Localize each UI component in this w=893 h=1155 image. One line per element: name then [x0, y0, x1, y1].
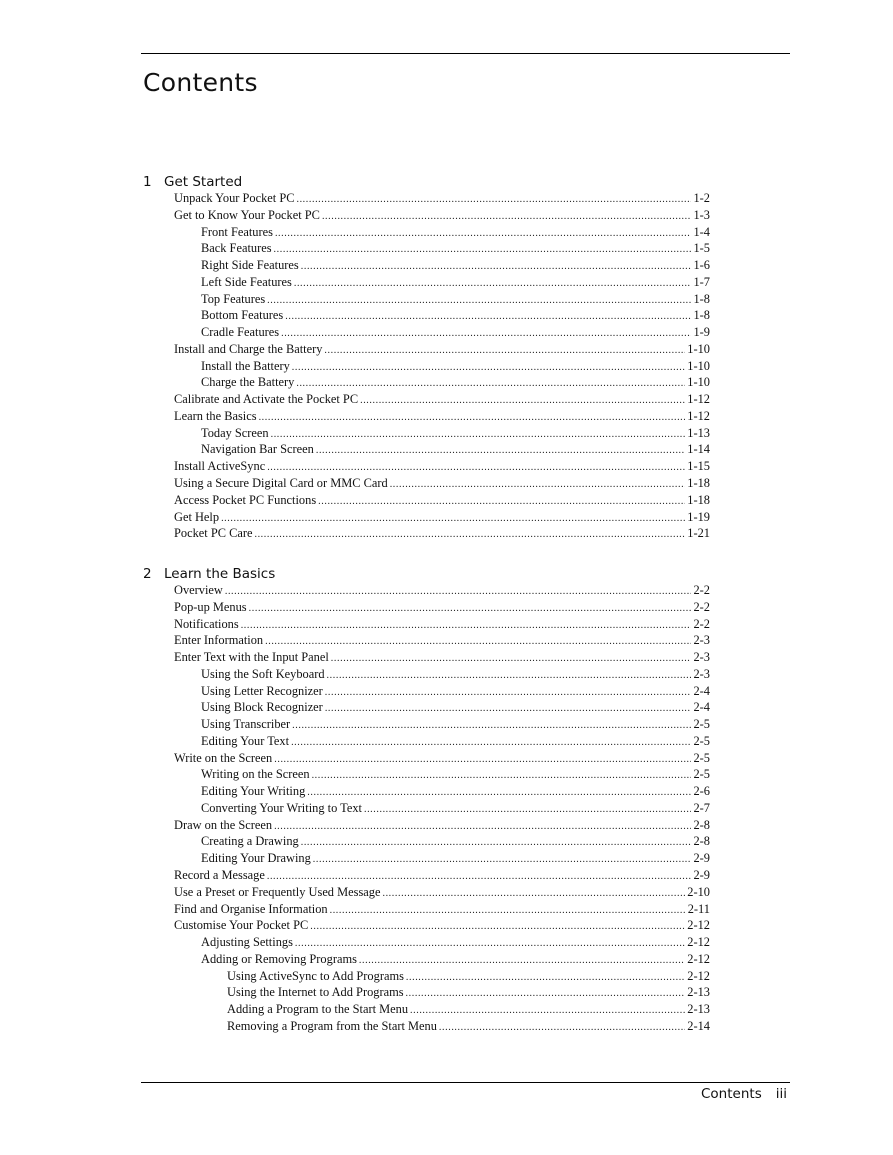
toc-entry-row — [201, 734, 710, 749]
toc-entry[interactable] — [0, 633, 893, 650]
toc-entry[interactable] — [0, 734, 893, 751]
toc-entry-label: Pocket PC Care — [174, 526, 253, 541]
toc-entry-row — [174, 885, 710, 900]
toc-entry-label: Bottom Features — [201, 308, 284, 323]
dot-leader — [331, 653, 692, 664]
toc-entry-label: Editing Your Text — [201, 733, 290, 748]
toc-entry-row — [174, 493, 710, 508]
toc-entry[interactable] — [0, 717, 893, 734]
toc-entry-label: Adjusting Settings — [201, 935, 293, 950]
bottom-rule — [141, 1082, 790, 1083]
toc-entry[interactable] — [0, 885, 893, 902]
toc-entry-page: 2-13 — [687, 1002, 710, 1017]
dot-leader — [259, 412, 686, 423]
toc-entry-row — [201, 717, 710, 732]
toc-entry-label: Using ActiveSync to Add Programs — [227, 968, 404, 983]
toc-entry-label: Top Features — [201, 291, 266, 306]
toc-entry-page: 1-3 — [693, 207, 710, 222]
dot-leader — [249, 603, 692, 614]
toc-entry-page: 1-5 — [693, 241, 710, 256]
dot-leader — [274, 244, 692, 255]
toc-entry-label: Today Screen — [201, 425, 269, 440]
footer-label: Contents — [701, 1086, 762, 1102]
toc-entry-label: Record a Message — [174, 868, 265, 883]
toc-entry[interactable] — [0, 208, 893, 225]
toc-entry[interactable] — [0, 684, 893, 701]
section-title: Get Started — [164, 174, 243, 190]
toc-entry-row — [174, 208, 710, 223]
toc-entry-label: Back Features — [201, 241, 272, 256]
dot-leader — [324, 345, 685, 356]
dot-leader — [291, 737, 691, 748]
toc-entry-row — [201, 767, 710, 782]
toc-entry-label: Unpack Your Pocket PC — [174, 191, 295, 205]
toc-entry[interactable] — [0, 818, 893, 835]
dot-leader — [267, 295, 691, 306]
toc-entry-label: Adding a Program to the Start Menu — [227, 1002, 409, 1017]
toc-entry[interactable] — [0, 801, 893, 818]
toc-entry-row — [201, 241, 710, 256]
toc-entry-row — [227, 969, 710, 984]
dot-leader — [318, 496, 685, 507]
section-heading — [143, 174, 242, 190]
toc-entry-page: 2-5 — [693, 717, 710, 732]
toc-entry-label: Adding or Removing Programs — [201, 951, 357, 966]
toc-entry-label: Pop-up Menus — [174, 599, 247, 614]
dot-leader — [265, 636, 691, 647]
toc-entry[interactable] — [0, 600, 893, 617]
toc-entry-page: 2-3 — [693, 650, 710, 665]
toc-entry-page: 2-9 — [693, 851, 710, 866]
dot-leader — [274, 754, 691, 765]
toc-entry-page: 2-12 — [687, 968, 710, 983]
toc-entry-label: Charge the Battery — [201, 375, 295, 390]
dot-leader — [406, 972, 685, 983]
section-number: 2 — [143, 566, 152, 582]
dot-leader — [241, 620, 692, 631]
dot-leader — [310, 921, 685, 932]
dot-leader — [296, 378, 685, 389]
toc-entry[interactable] — [0, 258, 893, 275]
toc-entry-label: Cradle Features — [201, 325, 280, 340]
toc-entry-label: Overview — [174, 583, 223, 597]
toc-entry-row — [201, 801, 710, 816]
toc-entry-page: 1-6 — [693, 258, 710, 273]
dot-leader — [316, 445, 685, 456]
toc-entry-row — [174, 600, 710, 615]
dot-leader — [271, 429, 686, 440]
toc-entry-row — [201, 851, 710, 866]
toc-entry-row — [174, 868, 710, 883]
toc-entry-row — [201, 359, 710, 374]
toc-entry-row — [174, 409, 710, 424]
toc-entry-page: 2-3 — [693, 633, 710, 648]
toc-entry-row — [201, 700, 710, 715]
toc-entry-row — [201, 426, 710, 441]
toc-entry-row — [227, 1019, 710, 1034]
toc-entry-row — [201, 308, 710, 323]
toc-entry-label: Navigation Bar Screen — [201, 442, 314, 457]
toc-entry[interactable] — [0, 1002, 893, 1019]
dot-leader — [322, 211, 692, 222]
toc-entry-row — [201, 834, 710, 849]
dot-leader — [254, 529, 685, 540]
section-number: 1 — [143, 174, 152, 190]
toc-entry-label: Editing Your Drawing — [201, 851, 311, 866]
dot-leader — [327, 670, 692, 681]
toc-entry-label: Using the Internet to Add Programs — [227, 985, 404, 1000]
toc-entry-row — [174, 617, 710, 632]
toc-entry-row — [201, 275, 710, 290]
toc-entry-page: 2-7 — [693, 800, 710, 815]
dot-leader — [225, 586, 692, 597]
toc-entry-label: Customise Your Pocket PC — [174, 918, 309, 933]
toc-entry-row — [201, 952, 710, 967]
toc-entry-label: Using Block Recognizer — [201, 700, 323, 715]
toc-entry-row — [174, 510, 710, 525]
toc-entry-label: Draw on the Screen — [174, 817, 273, 832]
toc-entry-label: Notifications — [174, 616, 239, 631]
toc-entry-page: 1-15 — [687, 459, 710, 474]
toc-entry-row — [174, 476, 710, 491]
toc-entry[interactable] — [0, 902, 893, 919]
toc-entry-row — [201, 292, 710, 307]
toc-entry[interactable] — [0, 952, 893, 969]
toc-entry[interactable] — [0, 834, 893, 851]
toc-entry[interactable] — [0, 767, 893, 784]
toc-entry-row — [174, 191, 710, 206]
dot-leader — [275, 228, 692, 239]
toc-entry-row — [201, 442, 710, 457]
toc-entry-row — [174, 751, 710, 766]
toc-entry-page: 2-3 — [693, 666, 710, 681]
toc-entry-label: Creating a Drawing — [201, 834, 299, 849]
toc-entry[interactable] — [0, 392, 893, 409]
toc-entry[interactable] — [0, 667, 893, 684]
toc-entry-label: Calibrate and Activate the Pocket PC — [174, 392, 359, 407]
dot-leader — [364, 804, 691, 815]
toc-entry-page: 1-12 — [687, 392, 710, 407]
toc-entry-label: Install and Charge the Battery — [174, 341, 323, 356]
toc-entry-page: 1-10 — [687, 341, 710, 356]
toc-entry[interactable] — [0, 476, 893, 493]
toc-entry-label: Access Pocket PC Functions — [174, 492, 317, 507]
toc-entry-label: Writing on the Screen — [201, 767, 310, 782]
toc-entry[interactable] — [0, 851, 893, 868]
toc-entry[interactable] — [0, 751, 893, 768]
toc-entry[interactable] — [0, 700, 893, 717]
toc-entry-label: Editing Your Writing — [201, 784, 306, 799]
toc-entry-page: 1-4 — [693, 224, 710, 239]
toc-entry-page: 1-10 — [687, 375, 710, 390]
footer-page-number: iii — [775, 1086, 787, 1102]
toc-entry-row — [201, 684, 710, 699]
toc-entry-page: 1-9 — [693, 325, 710, 340]
toc-entry-label: Using Letter Recognizer — [201, 683, 323, 698]
section-heading — [143, 566, 275, 582]
toc-entry[interactable] — [0, 918, 893, 935]
dot-leader — [359, 955, 685, 966]
toc-entry-page: 2-5 — [693, 767, 710, 782]
dot-leader — [294, 278, 692, 289]
toc-entry-label: Left Side Features — [201, 274, 292, 289]
dot-leader — [285, 311, 691, 322]
toc-entry-page: 1-12 — [687, 408, 710, 423]
toc-entry[interactable] — [0, 868, 893, 885]
toc-entry[interactable] — [0, 375, 893, 392]
toc-entry[interactable] — [0, 342, 893, 359]
toc-entry-row — [201, 935, 710, 950]
toc-entry-list — [0, 191, 893, 543]
dot-leader — [292, 720, 691, 731]
toc-entry-page: 2-11 — [687, 901, 710, 916]
toc-entry-row — [201, 667, 710, 682]
toc-entry-page: 2-2 — [693, 583, 710, 597]
toc-entry[interactable] — [0, 935, 893, 952]
toc-entry-label: Install ActiveSync — [174, 459, 266, 474]
toc-entry-row — [201, 375, 710, 390]
toc-entry-label: Enter Text with the Input Panel — [174, 650, 329, 665]
toc-entry-label: Install the Battery — [201, 358, 290, 373]
dot-leader — [267, 871, 692, 882]
toc-entry-page: 2-8 — [693, 834, 710, 849]
toc-entry-row — [174, 918, 710, 933]
page-title: Contents — [143, 68, 258, 97]
toc-entry[interactable] — [0, 617, 893, 634]
toc-entry-label: Using a Secure Digital Card or MMC Card — [174, 476, 388, 491]
toc-entry-label: Use a Preset or Frequently Used Message — [174, 884, 381, 899]
toc-entry[interactable] — [0, 426, 893, 443]
toc-entry-page: 1-13 — [687, 425, 710, 440]
toc-entry[interactable] — [0, 510, 893, 527]
toc-entry-page: 2-4 — [693, 700, 710, 715]
toc-entry[interactable] — [0, 784, 893, 801]
toc-entry-page: 2-14 — [687, 1018, 710, 1033]
dot-leader — [274, 821, 691, 832]
toc-entry-row — [201, 258, 710, 273]
toc-entry-page: 1-2 — [693, 191, 710, 205]
toc-entry-label: Using the Soft Keyboard — [201, 666, 325, 681]
dot-leader — [325, 687, 692, 698]
toc-entry-row — [174, 902, 710, 917]
toc-entry-page: 2-10 — [687, 884, 710, 899]
toc-entry[interactable] — [0, 583, 893, 600]
toc-entry-page: 1-19 — [687, 509, 710, 524]
toc-entry-page: 2-2 — [693, 599, 710, 614]
toc-entry-page: 2-8 — [693, 817, 710, 832]
toc-entry-page: 2-9 — [693, 868, 710, 883]
dot-leader — [281, 328, 691, 339]
toc-entry[interactable] — [0, 526, 893, 543]
toc-entry-label: Write on the Screen — [174, 750, 273, 765]
toc-entry-page: 2-5 — [693, 733, 710, 748]
dot-leader — [267, 462, 685, 473]
toc-entry[interactable] — [0, 308, 893, 325]
toc-entry-page: 1-21 — [687, 526, 710, 541]
toc-entry[interactable] — [0, 442, 893, 459]
dot-leader — [406, 988, 686, 999]
toc-entry-label: Using Transcriber — [201, 717, 291, 732]
toc-entry-page: 1-8 — [693, 291, 710, 306]
toc-entry[interactable] — [0, 241, 893, 258]
toc-entry[interactable] — [0, 409, 893, 426]
toc-entry-row — [174, 459, 710, 474]
toc-entry[interactable] — [0, 650, 893, 667]
toc-entry[interactable] — [0, 969, 893, 986]
section-title: Learn the Basics — [164, 566, 276, 582]
toc-entry-label: Get to Know Your Pocket PC — [174, 207, 320, 222]
toc-entry[interactable] — [0, 1019, 893, 1036]
toc-entry-row — [201, 325, 710, 340]
toc-entry[interactable] — [0, 225, 893, 242]
toc-entry[interactable] — [0, 493, 893, 510]
toc-entry-row — [174, 818, 710, 833]
toc-entry-page: 1-18 — [687, 492, 710, 507]
toc-entry[interactable] — [0, 292, 893, 309]
dot-leader — [439, 1022, 685, 1033]
toc-entry-page: 2-13 — [687, 985, 710, 1000]
toc-entry-list — [0, 583, 893, 1036]
toc-entry-page: 2-4 — [693, 683, 710, 698]
toc-entry-label: Right Side Features — [201, 258, 299, 273]
toc-entry[interactable] — [0, 459, 893, 476]
dot-leader — [221, 513, 685, 524]
toc-entry-page: 2-6 — [693, 784, 710, 799]
toc-entry-page: 1-10 — [687, 358, 710, 373]
toc-entry-row — [174, 392, 710, 407]
dot-leader — [410, 1005, 685, 1016]
toc-entry[interactable] — [0, 191, 893, 208]
toc-entry-row — [174, 526, 710, 541]
toc-entry-page: 2-12 — [687, 918, 710, 933]
toc-entry-label: Get Help — [174, 509, 220, 524]
dot-leader — [295, 938, 685, 949]
toc-entry-label: Enter Information — [174, 633, 264, 648]
toc-entry[interactable] — [0, 359, 893, 376]
toc-entry-page: 1-7 — [693, 274, 710, 289]
toc-entry[interactable] — [0, 985, 893, 1002]
toc-entry-page: 1-8 — [693, 308, 710, 323]
toc-entry-page: 1-14 — [687, 442, 710, 457]
toc-entry-page: 2-2 — [693, 616, 710, 631]
toc-entry-page: 2-5 — [693, 750, 710, 765]
toc-entry-row — [174, 583, 710, 598]
toc-entry-label: Converting Your Writing to Text — [201, 800, 362, 815]
toc-entry-row — [174, 633, 710, 648]
toc-entry-label: Front Features — [201, 224, 273, 239]
toc-entry-row — [174, 650, 710, 665]
toc-entry-label: Removing a Program from the Start Menu — [227, 1018, 437, 1033]
dot-leader — [301, 261, 692, 272]
toc-entry-label: Find and Organise Information — [174, 901, 328, 916]
dot-leader — [301, 837, 692, 848]
dot-leader — [382, 888, 685, 899]
toc-entry-row — [201, 225, 710, 240]
toc-entry[interactable] — [0, 275, 893, 292]
dot-leader — [292, 362, 686, 373]
dot-leader — [312, 770, 692, 781]
dot-leader — [390, 479, 686, 490]
toc-entry-page: 2-12 — [687, 935, 710, 950]
dot-leader — [325, 703, 692, 714]
toc-entry-page: 2-12 — [687, 951, 710, 966]
top-rule — [141, 53, 790, 54]
toc-entry-row — [227, 1002, 710, 1017]
toc-entry[interactable] — [0, 325, 893, 342]
dot-leader — [360, 395, 685, 406]
toc-entry-label: Learn the Basics — [174, 408, 257, 423]
dot-leader — [307, 787, 691, 798]
toc-entry-row — [174, 342, 710, 357]
toc-entry-page: 1-18 — [687, 476, 710, 491]
dot-leader — [296, 194, 691, 205]
dot-leader — [330, 905, 686, 916]
page-footer — [701, 1086, 787, 1102]
toc-entry-row — [227, 985, 710, 1000]
dot-leader — [313, 854, 692, 865]
toc-entry-row — [201, 784, 710, 799]
